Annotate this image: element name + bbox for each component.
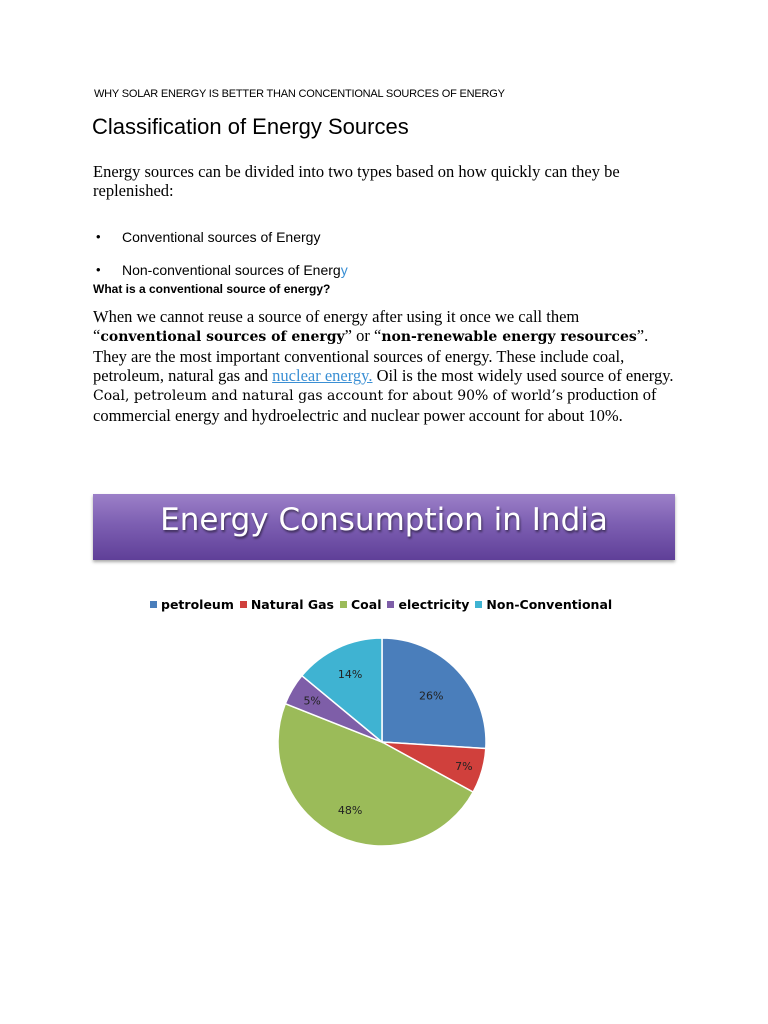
para-text: production of commercial energy and hydroelectric and nuclear power account for about 10%. xyxy=(93,385,657,425)
pie-data-label: 48% xyxy=(337,803,363,817)
para-text: Oil is the most widely used source of energy. xyxy=(372,366,674,385)
legend-label: Non-Conventional xyxy=(486,597,613,612)
bullet-text: Conventional sources of Energy xyxy=(122,229,321,245)
subheading-question: What is a conventional source of energy? xyxy=(93,282,331,296)
pie-data-label: 26% xyxy=(419,689,444,703)
pie-data-label: 7% xyxy=(455,759,473,773)
para-text-alt-font: Coal, petroleum and natural gas account for about 90% of world’s xyxy=(93,388,564,404)
section-heading: Classification of Energy Sources xyxy=(92,114,409,139)
term-non-renewable: non-renewable energy resources xyxy=(381,329,637,345)
nuclear-energy-link[interactable]: nuclear energy. xyxy=(272,366,373,385)
pie-data-label: 14% xyxy=(337,668,363,682)
para-text: ” or “ xyxy=(344,326,382,345)
legend-label: Coal xyxy=(351,597,382,612)
bullet-text: Non-conventional sources of Energ xyxy=(122,262,341,278)
para-text: When we cannot reuse a source of energy after using it once we call them “ xyxy=(93,307,580,345)
chart-title: Energy Consumption in India xyxy=(160,502,608,538)
bullet-link-tail[interactable]: y xyxy=(340,262,348,278)
legend-label: petroleum xyxy=(161,597,234,612)
legend-label: Natural Gas xyxy=(250,597,334,612)
legend-label: electricity xyxy=(398,597,470,612)
document-caps-title: WHY SOLAR ENERGY IS BETTER THAN CONCENTIONAL SOURCES OF ENERGY xyxy=(94,88,505,100)
para-text: ”. They are the most important conventional sources of energy. These include coal, petroleum, natural gas and xyxy=(93,326,649,385)
term-conventional: conventional sources of energy xyxy=(100,329,345,345)
intro-paragraph: Energy sources can be divided into two types based on how quickly can they be replenished: xyxy=(93,162,620,200)
pie-data-label: 5% xyxy=(303,694,321,708)
